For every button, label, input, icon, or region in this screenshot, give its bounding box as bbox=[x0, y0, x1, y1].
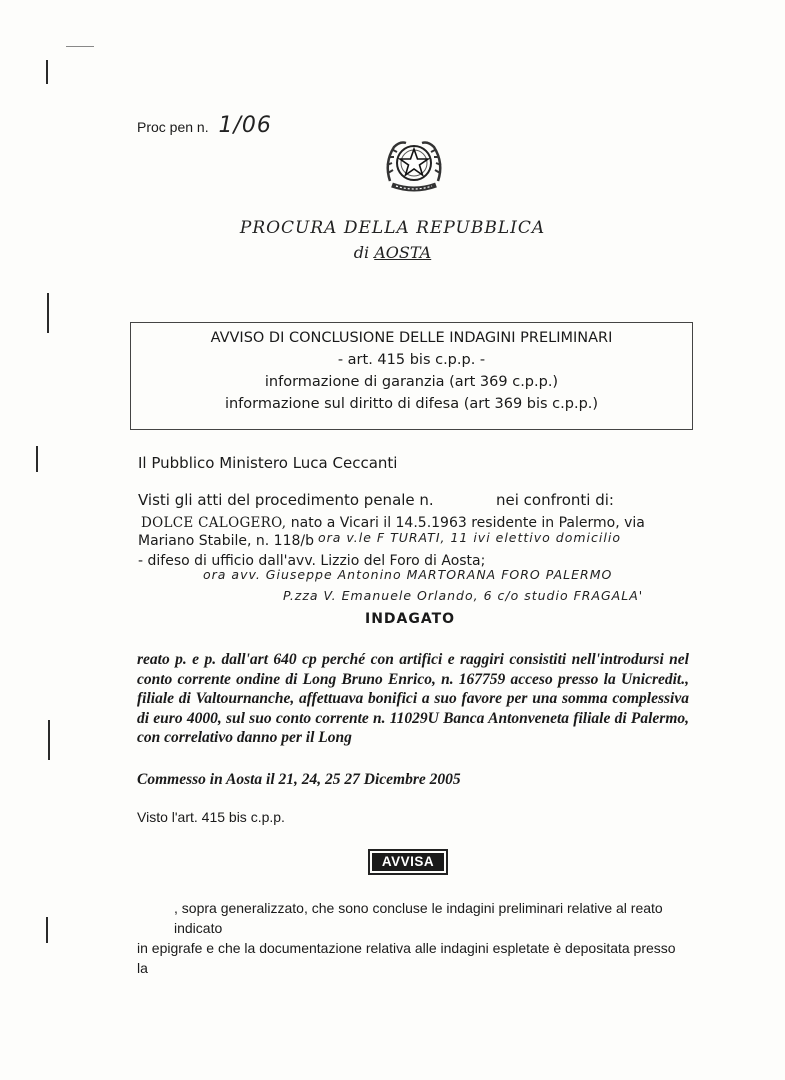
italian-republic-emblem-icon bbox=[380, 133, 448, 197]
proc-label: Proc pen n. bbox=[137, 119, 209, 135]
suspect-name-line bbox=[141, 515, 645, 531]
scan-mark bbox=[46, 917, 48, 943]
title-line-2: - art. 415 bis c.p.p. - bbox=[337, 352, 486, 368]
office-city-line bbox=[0, 243, 785, 262]
body-line-1: , sopra generalizzato, che sono concluse le indagini preliminari relative al reato indicato bbox=[174, 900, 663, 936]
office-city: AOSTA bbox=[374, 243, 432, 262]
visti-left: Visti gli atti del procedimento penale n. bbox=[138, 491, 434, 509]
avvisa-label: AVVISA bbox=[372, 853, 444, 871]
charge-committed: Commesso in Aosta il 21, 24, 25 27 Dicembre 2005 bbox=[137, 771, 461, 788]
body-paragraph bbox=[137, 898, 689, 978]
title-line-3: informazione di garanzia (art 369 c.p.p.) bbox=[264, 374, 559, 390]
suspect-defense: - difeso di ufficio dall'avv. Lizzio del Foro di Aosta; bbox=[138, 553, 486, 569]
proc-pen-line bbox=[137, 113, 272, 138]
visto-line: Visto l'art. 415 bis c.p.p. bbox=[137, 809, 285, 825]
handwriting-line-3: P.zza V. Emanuele Orlando, 6 c/o studio FRAGALA' bbox=[283, 588, 644, 603]
title-line-4: informazione sul diritto di difesa (art 369 bis c.p.p.) bbox=[224, 396, 599, 412]
handwriting-line-1: ora v.le F TURATI, 11 ivi elettivo domicilio bbox=[318, 530, 621, 545]
title-box bbox=[130, 322, 693, 430]
office-title: PROCURA DELLA REPUBBLICA bbox=[239, 218, 546, 238]
office-city-prefix: di bbox=[353, 243, 370, 262]
avvisa-box bbox=[368, 849, 448, 875]
suspect-name: DOLCE CALOGERO, bbox=[141, 515, 287, 531]
suspect-address: Mariano Stabile, n. 118/b bbox=[138, 533, 315, 549]
title-line-1: AVVISO DI CONCLUSIONE DELLE INDAGINI PRELIMINARI bbox=[210, 330, 613, 346]
body-line-2: in epigrafe e che la documentazione relativa alle indagini espletate è depositata presso la bbox=[137, 940, 676, 976]
visti-right: nei confronti di: bbox=[496, 491, 614, 509]
scan-mark bbox=[66, 46, 94, 47]
scan-mark bbox=[46, 60, 48, 84]
proc-number: 1/06 bbox=[218, 113, 272, 138]
scan-mark bbox=[36, 446, 38, 472]
handwriting-line-2: ora avv. Giuseppe Antonino MARTORANA FORO PALERMO bbox=[203, 567, 613, 582]
pm-line: Il Pubblico Ministero Luca Ceccanti bbox=[138, 454, 398, 472]
charge-text: reato p. e p. dall'art 640 cp perché con artifici e raggiri consistiti nell'introdursi nel conto corrente ondine di Long Bruno Enrico, n. 167759 acceso presso la Unicredit., filiale di Valtournanche, affettuava bonifici a suo favore per una somma complessiva di euro 4000, sul suo conto corrente n. 11029U Banca Antonveneta filiale di Palermo, con correlativo danno per il Long bbox=[137, 651, 689, 746]
scan-mark bbox=[47, 293, 49, 333]
role-label: INDAGATO bbox=[365, 611, 456, 627]
scan-mark bbox=[48, 720, 50, 760]
suspect-details: nato a Vicari il 14.5.1963 residente in Palermo, via bbox=[290, 515, 645, 531]
